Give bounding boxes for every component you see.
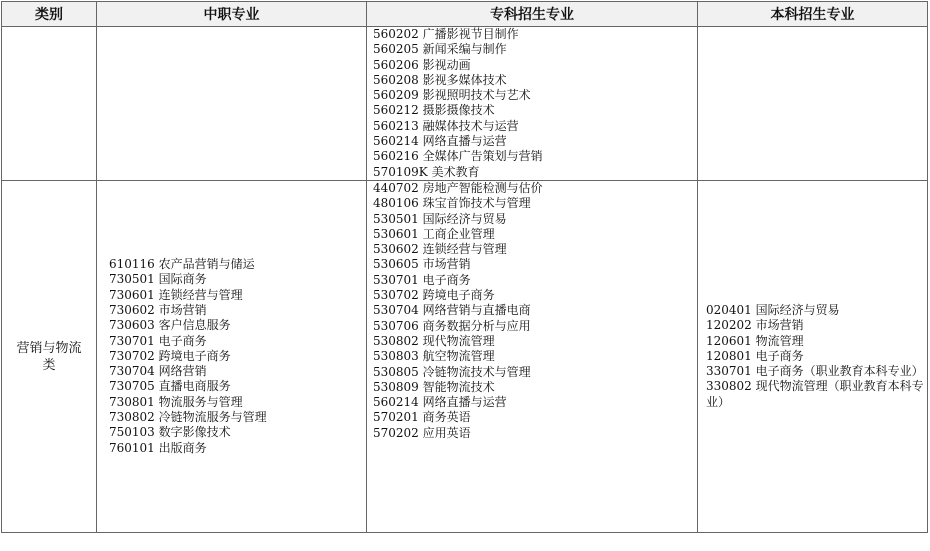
major-table: [1, 1, 928, 533]
list-item: 480106 珠宝首饰技术与管理: [373, 196, 531, 211]
zhuanke-cell: [367, 181, 698, 533]
list-item: 730501 国际商务: [109, 272, 207, 287]
table-row: [2, 27, 928, 181]
list-item: 530501 国际经济与贸易: [373, 211, 507, 226]
list-item: 730701 电子商务: [109, 333, 207, 348]
list-item: 560214 网络直播与运营: [373, 395, 507, 410]
list-item: 530602 连锁经营与管理: [373, 242, 507, 257]
benke-cell: [698, 181, 928, 533]
list-item: 560212 摄影摄像技术: [373, 103, 495, 118]
category-cell: [2, 27, 97, 181]
list-item: 760101 出版商务: [109, 440, 207, 455]
benke-cell: [698, 27, 928, 181]
table-row: [2, 181, 928, 533]
list-item: 560206 影视动画: [373, 57, 471, 72]
list-item: 560216 全媒体广告策划与营销: [373, 149, 543, 164]
zhongzhi-cell: [97, 181, 367, 533]
list-item: 120801 电子商务: [706, 348, 804, 363]
list-item: 530802 现代物流管理: [373, 333, 495, 348]
list-item: 560214 网络直播与运营: [373, 134, 507, 149]
list-item: 440702 房地产智能检测与估价: [373, 181, 543, 195]
category-cell: 营销与物流类: [2, 181, 97, 533]
list-item: 730802 冷链物流服务与管理: [109, 410, 267, 425]
list-item: 730602 市场营销: [109, 302, 207, 317]
list-item: 530702 跨境电子商务: [373, 288, 495, 303]
list-item: 570109K 美术教育: [373, 164, 480, 179]
list-item: 560205 新闻采编与制作: [373, 42, 507, 57]
header-category: 类别: [2, 2, 97, 27]
list-item: 730601 连锁经营与管理: [109, 287, 243, 302]
list-item: 560202 广播影视节目制作: [373, 27, 519, 41]
list-item: 560209 影视照明技术与艺术: [373, 88, 531, 103]
list-item: 730702 跨境电子商务: [109, 348, 231, 363]
list-item: 330701 电子商务（职业教育本科专业）: [706, 364, 924, 379]
list-item: 730704 网络营销: [109, 364, 207, 379]
zhuanke-cell: [367, 27, 698, 181]
list-item: 560213 融媒体技术与运营: [373, 118, 519, 133]
list-item: 530803 航空物流管理: [373, 349, 495, 364]
list-item: 530701 电子商务: [373, 272, 471, 287]
header-row: [2, 2, 928, 27]
list-item: 570202 应用英语: [373, 425, 471, 440]
list-item: 530809 智能物流技术: [373, 379, 495, 394]
list-item: 570201 商务英语: [373, 410, 471, 425]
list-item: 750103 数字影像技术: [109, 425, 231, 440]
list-item: 530605 市场营销: [373, 257, 471, 272]
list-item: 530704 网络营销与直播电商: [373, 303, 531, 318]
list-item: 730801 物流服务与管理: [109, 394, 243, 409]
list-item: 610116 农产品营销与储运: [109, 257, 255, 272]
list-item: 730603 客户信息服务: [109, 318, 231, 333]
list-item: 530601 工商企业管理: [373, 226, 495, 241]
list-item: 730705 直播电商服务: [109, 379, 231, 394]
list-item: 560208 影视多媒体技术: [373, 72, 507, 87]
list-item: 530706 商务数据分析与应用: [373, 318, 531, 333]
list-item: 020401 国际经济与贸易: [706, 302, 840, 317]
list-item: 530805 冷链物流技术与管理: [373, 364, 531, 379]
list-item: 120202 市场营销: [706, 318, 804, 333]
list-item: 120601 物流管理: [706, 333, 804, 348]
header-zhuanke: 专科招生专业: [367, 2, 698, 27]
header-zhongzhi: 中职专业: [97, 2, 367, 27]
list-item: 330802 现代物流管理（职业教育本科专业）: [706, 379, 924, 409]
zhongzhi-cell: [97, 27, 367, 181]
header-benke: 本科招生专业: [698, 2, 928, 27]
